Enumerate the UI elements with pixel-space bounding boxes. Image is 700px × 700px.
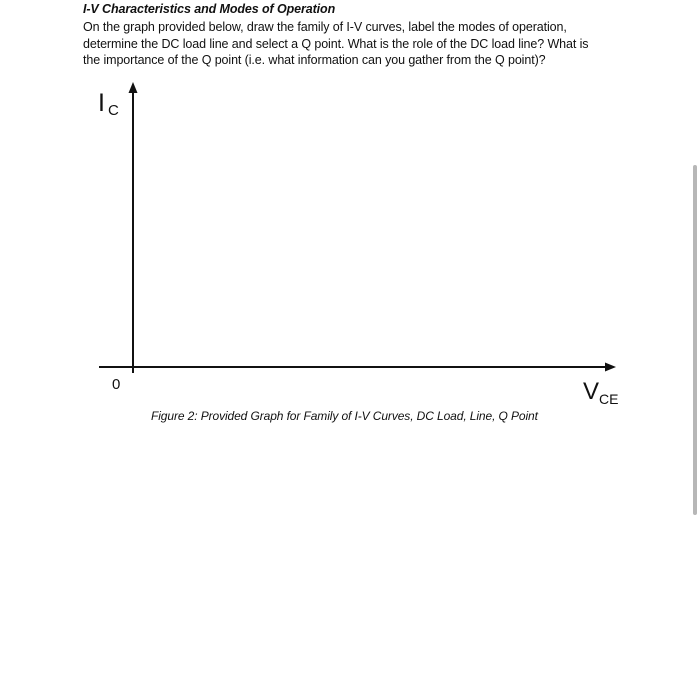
y-axis-subscript: C bbox=[108, 102, 119, 119]
x-axis-arrow-icon bbox=[605, 363, 616, 372]
vertical-scrollbar[interactable] bbox=[693, 165, 697, 515]
section-heading: I-V Characteristics and Modes of Operation bbox=[83, 2, 336, 16]
y-axis-label: I bbox=[98, 89, 105, 117]
paragraph-line: On the graph provided below, draw the family of I-V curves, label the modes of operation, bbox=[83, 20, 567, 34]
paragraph-line: the importance of the Q point (i.e. what information can you gather from the Q point)? bbox=[83, 53, 546, 68]
x-axis-label: V bbox=[583, 378, 600, 405]
paragraph-line: determine the DC load line and select a Q point. What is the role of the DC load line? What is bbox=[83, 36, 589, 51]
origin-label: 0 bbox=[112, 376, 121, 393]
figure-caption: Figure 2: Provided Graph for Family of I-V Curves, DC Load, Line, Q Point bbox=[151, 409, 538, 423]
x-axis-subscript: CE bbox=[599, 391, 619, 407]
y-axis-arrow-icon bbox=[129, 82, 138, 93]
